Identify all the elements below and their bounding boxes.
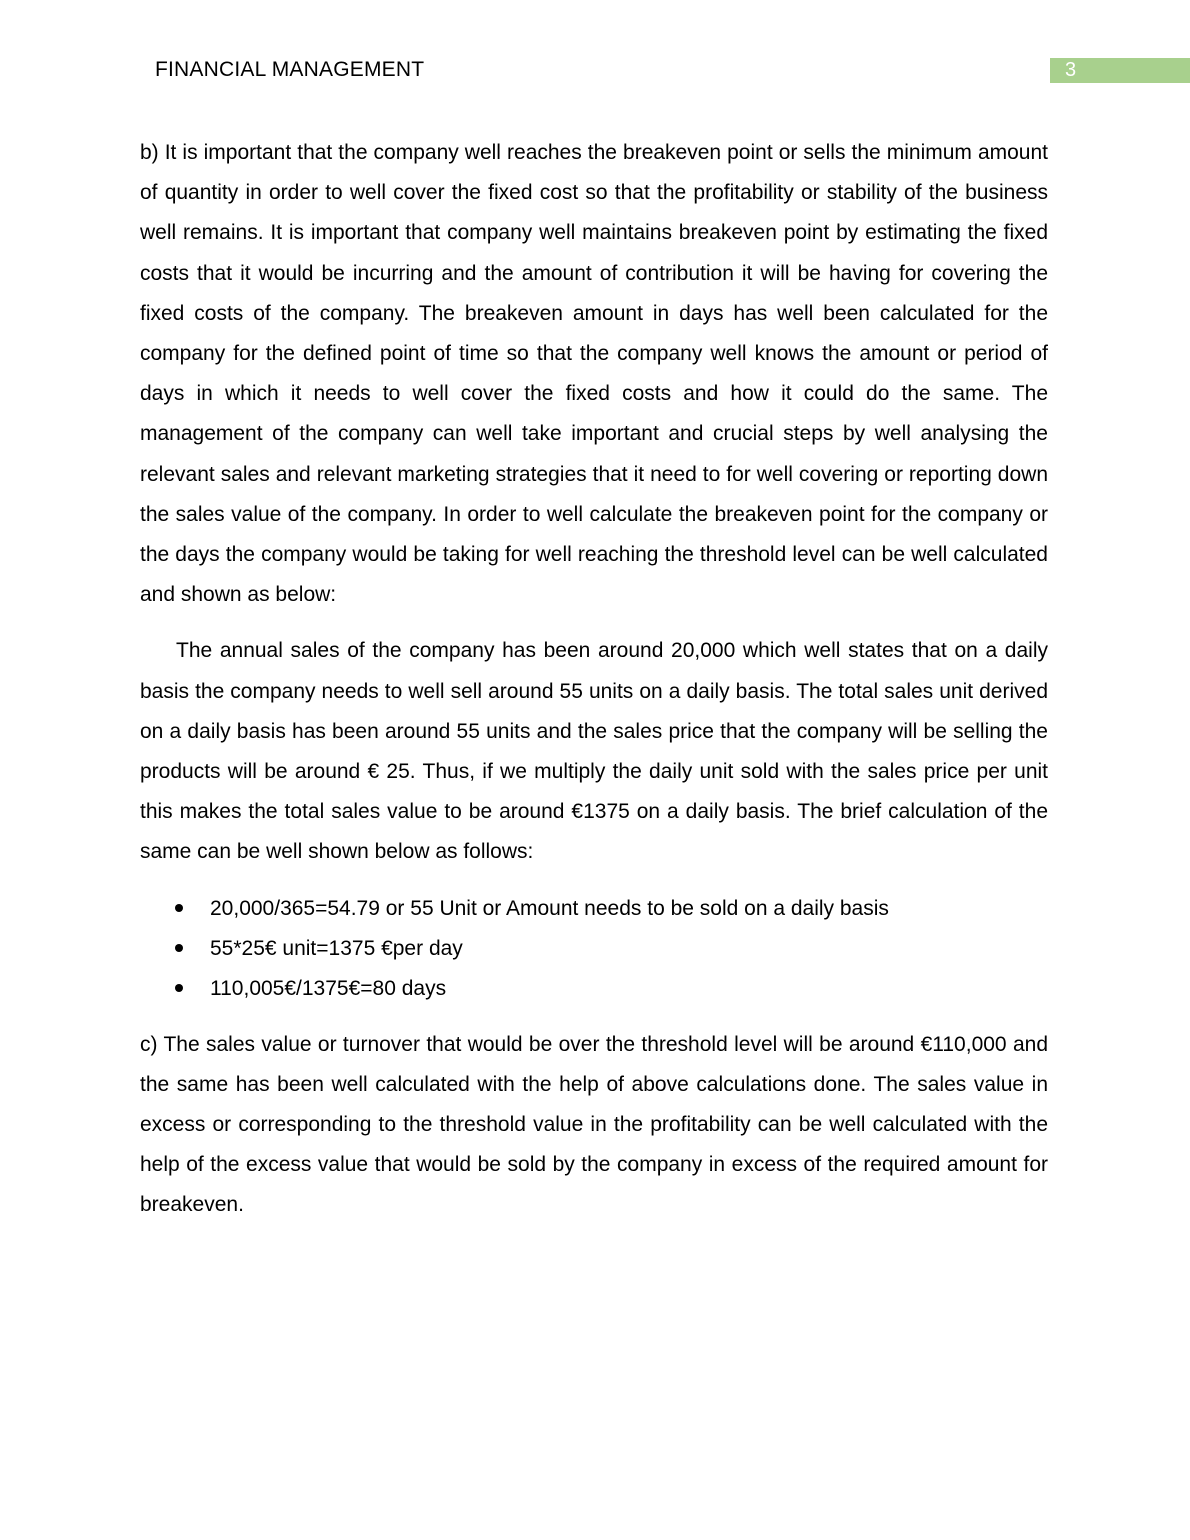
list-item-text: 110,005€/1375€=80 days xyxy=(210,976,447,1000)
document-body xyxy=(140,133,1048,1226)
paragraph-c: c) The sales value or turnover that would be over the threshold level will be around €110,000 and the same has been well calculated with the help of above calculations done. The sales value in excess or corresponding to the threshold value in the profitability can be well calculated with the help of the excess value that would be sold by the company in excess of the required amount for breakeven. xyxy=(140,1032,1048,1217)
paragraph-spacer xyxy=(140,1009,1048,1025)
paragraph-spacer xyxy=(140,615,1048,631)
list-item-text: 20,000/365=54.79 or 55 Unit or Amount needs to be sold on a daily basis xyxy=(210,896,889,920)
list-item xyxy=(140,889,1048,929)
paragraph-spacer xyxy=(140,873,1048,889)
paragraph-annual-sales: The annual sales of the company has been around 20,000 which well states that on a daily basis the company needs to well sell around 55 units on a daily basis. The total sales unit derived on a daily basis has been around 55 units and the sales price that the company will be selling the products will be around € 25. Thus, if we multiply the daily unit sold with the sales price per unit this makes the total sales value to be around €1375 on a daily basis. The brief calculation of the same can be well shown below as follows: xyxy=(140,639,1048,864)
paragraph-b: b) It is important that the company well reaches the breakeven point or sells the minimum amount of quantity in order to well cover the fixed cost so that the profitability or stability of the business well remains. It is important that company well maintains breakeven point by estimating the fixed costs that it would be incurring and the amount of contribution it will be having for covering the fixed costs of the company. The breakeven amount in days has well been calculated for the company for the defined point of time so that the company well knows the amount or period of days in which it needs to well cover the fixed costs and how it could do the same. The management of the company can well take important and crucial steps by well analysing the relevant sales and relevant marketing strategies that it need to for well covering or reporting down the sales value of the company. In order to well calculate the breakeven point for the company or the days the company would be taking for well reaching the threshold level can be well calculated and shown as below: xyxy=(140,141,1048,607)
bullet-icon xyxy=(175,944,183,952)
page-number-badge: 3 xyxy=(1050,58,1190,83)
bullet-icon xyxy=(175,904,183,912)
bullet-icon xyxy=(175,984,183,992)
calculation-list xyxy=(140,889,1048,1009)
running-header-title: FINANCIAL MANAGEMENT xyxy=(155,58,425,81)
list-item xyxy=(140,969,1048,1009)
list-item-text: 55*25€ unit=1375 €per day xyxy=(210,936,463,960)
list-item xyxy=(140,929,1048,969)
